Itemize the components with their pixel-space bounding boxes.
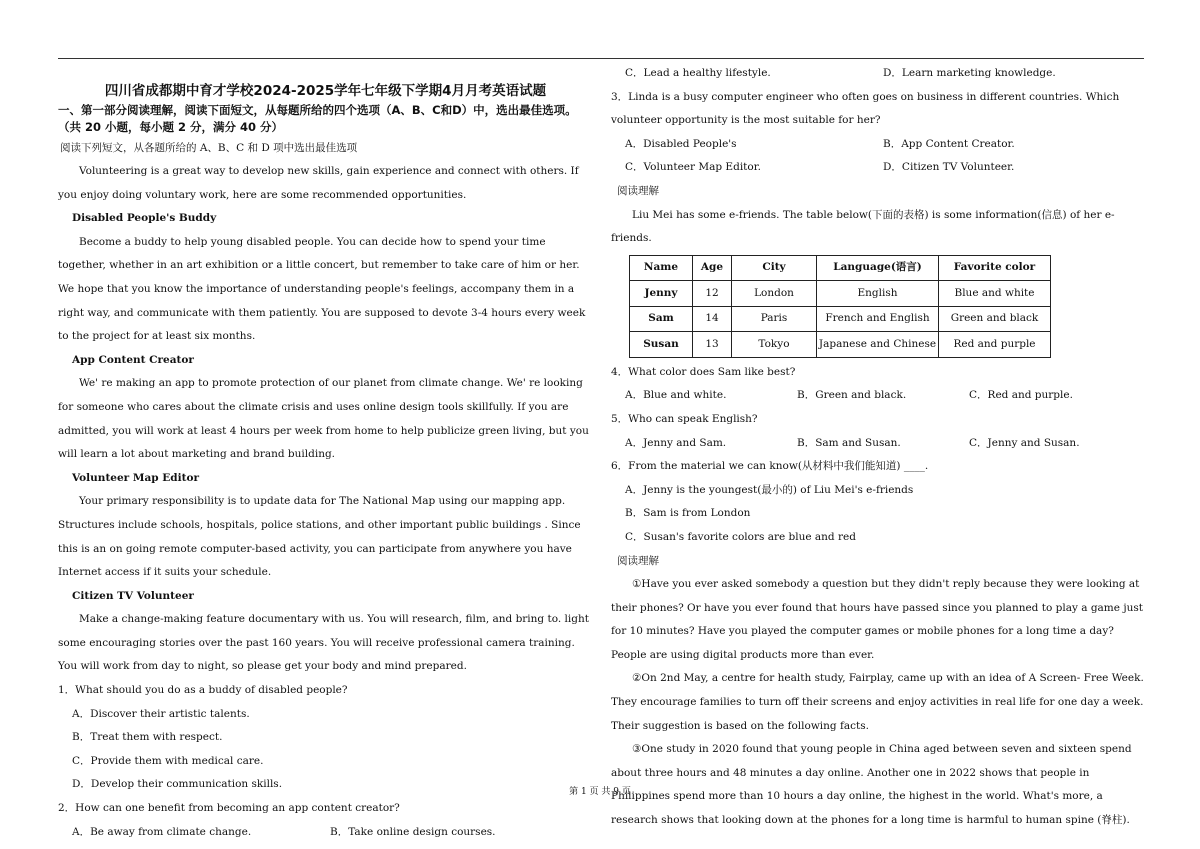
q1-option-b: B．Treat them with respect. — [72, 731, 223, 744]
q4-option-c: C．Red and purple. — [969, 389, 1073, 402]
label-reading-b: 阅读理解 — [617, 184, 659, 197]
heading-map-editor: Volunteer Map Editor — [72, 471, 199, 484]
question-6: 6．From the material we can know(从材料中我们能知道) ____. — [611, 460, 929, 473]
q5-option-c: C．Jenny and Susan. — [969, 436, 1080, 449]
instruction: 阅读下列短文，从各题所给的 A、B、C 和 D 项中选出最佳选项 — [60, 142, 358, 154]
table-cell: Green and black — [939, 306, 1051, 332]
passage-c-paragraph-2: ②On 2nd May, a centre for health study, Fairplay, came up with an idea of A Screen- Free Week. They encourage families to turn off their screens and enjoy activities in real life for one day a week. Their suggestion is based on the following facts. — [611, 672, 1144, 732]
table-cell: 13 — [693, 332, 732, 358]
table-row — [630, 332, 1051, 358]
table-header: Favorite color — [939, 255, 1051, 281]
section-heading: 一、第一部分阅读理解，阅读下面短文，从每题所给的四个选项（A、B、C和D）中，选出最佳选项。（共 20 小题，每小题 2 分，满分 40 分） — [58, 103, 577, 134]
table-cell: English — [817, 281, 939, 307]
question-4: 4．What color does Sam like best? — [611, 365, 796, 378]
q4-option-a: A．Blue and white. — [625, 389, 727, 402]
question-1: 1．What should you do as a buddy of disabled people? — [58, 684, 348, 697]
q4-option-b: B．Green and black. — [797, 389, 907, 402]
table-cell: Tokyo — [732, 332, 817, 358]
paragraph-map-editor: Your primary responsibility is to update data for The National Map using our mapping app. Structures include schools, hospitals, police stations, and other important public buildings . Since this is an on going remote computer-based activity, you can participate from anywhere you have Internet access if it suits your schedule. — [58, 495, 581, 579]
q2-option-d: D．Learn marketing knowledge. — [883, 67, 1056, 79]
table-cell: Red and purple — [939, 332, 1051, 358]
right-column — [611, 62, 1147, 833]
table-cell: Paris — [732, 306, 817, 332]
q3-option-b: B．App Content Creator. — [883, 137, 1015, 150]
q4-options — [611, 384, 1147, 408]
q3-option-c: C．Volunteer Map Editor. — [625, 161, 761, 174]
header-rule — [58, 58, 1144, 59]
table-header-row — [630, 255, 1051, 281]
q3-option-d: D．Citizen TV Volunteer. — [883, 161, 1015, 174]
table-header: Language(语言) — [817, 255, 939, 281]
q2-option-a: A．Be away from climate change. — [72, 825, 252, 838]
q3-options-cd — [611, 156, 1147, 180]
paragraph-citizen-tv: Make a change-making feature documentary with us. You will research, film, and bring to. light some encouraging stories over the past 160 years. You will receive professional camera training. You will work from day to night, so please get your body and mind prepared. — [58, 613, 589, 673]
table-row — [630, 306, 1051, 332]
heading-disabled-buddy: Disabled People's Buddy — [72, 212, 217, 225]
heading-citizen-tv: Citizen TV Volunteer — [72, 589, 194, 602]
q3-option-a: A．Disabled People's — [625, 137, 737, 150]
table-cell: 12 — [693, 281, 732, 307]
table-cell: 14 — [693, 306, 732, 332]
q6-option-c: C．Susan's favorite colors are blue and red — [625, 530, 856, 543]
q2-option-c: C．Lead a healthy lifestyle. — [625, 67, 771, 79]
q2-option-b: B．Take online design courses. — [330, 825, 496, 838]
q6-option-a: A．Jenny is the youngest(最小的) of Liu Mei's e-friends — [625, 483, 914, 496]
heading-app-creator: App Content Creator — [72, 353, 194, 366]
page-footer: 第 1 页 共 9 页 — [569, 787, 631, 797]
q2-options-cd — [611, 62, 1147, 86]
q1-option-a: A．Discover their artistic talents. — [72, 707, 250, 720]
passage-c-paragraph-1: ①Have you ever asked somebody a question but they didn't reply because they were looking at their phones? Or have you ever found that hours have passed since you planned to play a game just for 10 minutes? Have you played the computer games or mobile phones for a long time a day? People are using digital products more than ever. — [611, 578, 1143, 661]
table-cell: Susan — [630, 332, 693, 358]
q5-option-b: B．Sam and Susan. — [797, 436, 901, 449]
table-header: City — [732, 255, 817, 281]
q1-option-c: C．Provide them with medical care. — [72, 754, 264, 767]
passage-a-intro: Volunteering is a great way to develop new skills, gain experience and connect with others. If you enjoy doing voluntary work, here are some recommended opportunities. — [58, 165, 579, 201]
label-reading-c: 阅读理解 — [617, 554, 659, 567]
paragraph-disabled-buddy: Become a buddy to help young disabled people. You can decide how to spend your time together, whether in an art exhibition or a little concert, but remember to take care of him or her. We hope that you know the importance of understanding people's feelings, accompany them in a right way, and communicate with them patiently. You are supposed to devote 3-4 hours every week to the project for at least six months. — [58, 235, 586, 343]
q3-options-ab — [611, 133, 1147, 157]
question-5: 5．Who can speak English? — [611, 412, 758, 425]
q6-option-b: B．Sam is from London — [625, 507, 751, 520]
table-header: Age — [693, 255, 732, 281]
question-3: 3．Linda is a busy computer engineer who often goes on business in different countries. Which volunteer opportunity is the most suitable for her? — [611, 90, 1120, 127]
table-cell: Jenny — [630, 281, 693, 307]
q1-option-d: D．Develop their communication skills. — [72, 778, 283, 791]
passage-c-paragraph-3: ③One study in 2020 found that young people in China aged between seven and sixteen spend about three hours and 48 minutes a day online. Another one in 2022 shows that people in Philippines spend more than 10 hours a day online, the highest in the world. What's more, a research shows that looking down at the phones for a long time is harmful to human spine (脊柱). — [611, 743, 1132, 827]
table-cell: French and English — [817, 306, 939, 332]
q5-option-a: A．Jenny and Sam. — [625, 436, 727, 449]
table-cell: Sam — [630, 306, 693, 332]
table-cell: Blue and white — [939, 281, 1051, 307]
table-header: Name — [630, 255, 693, 281]
q5-options — [611, 432, 1147, 456]
table-cell: Japanese and Chinese — [817, 332, 939, 358]
paragraph-app-creator: We' re making an app to promote protection of our planet from climate change. We' re looking for someone who cares about the climate crisis and uses online design tools skillfully. If you are admitted, you will work at least 4 hours per week from home to help publicize green living, but you will learn a lot about marketing and brand building. — [58, 377, 589, 461]
passage-b-intro: Liu Mei has some e-friends. The table below(下面的表格) is some information(信息) of her e-friends. — [611, 208, 1115, 245]
q2-options-ab — [58, 821, 593, 845]
table-cell: London — [732, 281, 817, 307]
e-friends-table — [629, 255, 1051, 358]
page-title: 四川省成都期中育才学校2024-2025学年七年级下学期4月月考英语试题 — [104, 83, 547, 99]
question-2: 2．How can one benefit from becoming an app content creator? — [58, 802, 400, 815]
table-row — [630, 281, 1051, 307]
left-column — [58, 62, 593, 844]
